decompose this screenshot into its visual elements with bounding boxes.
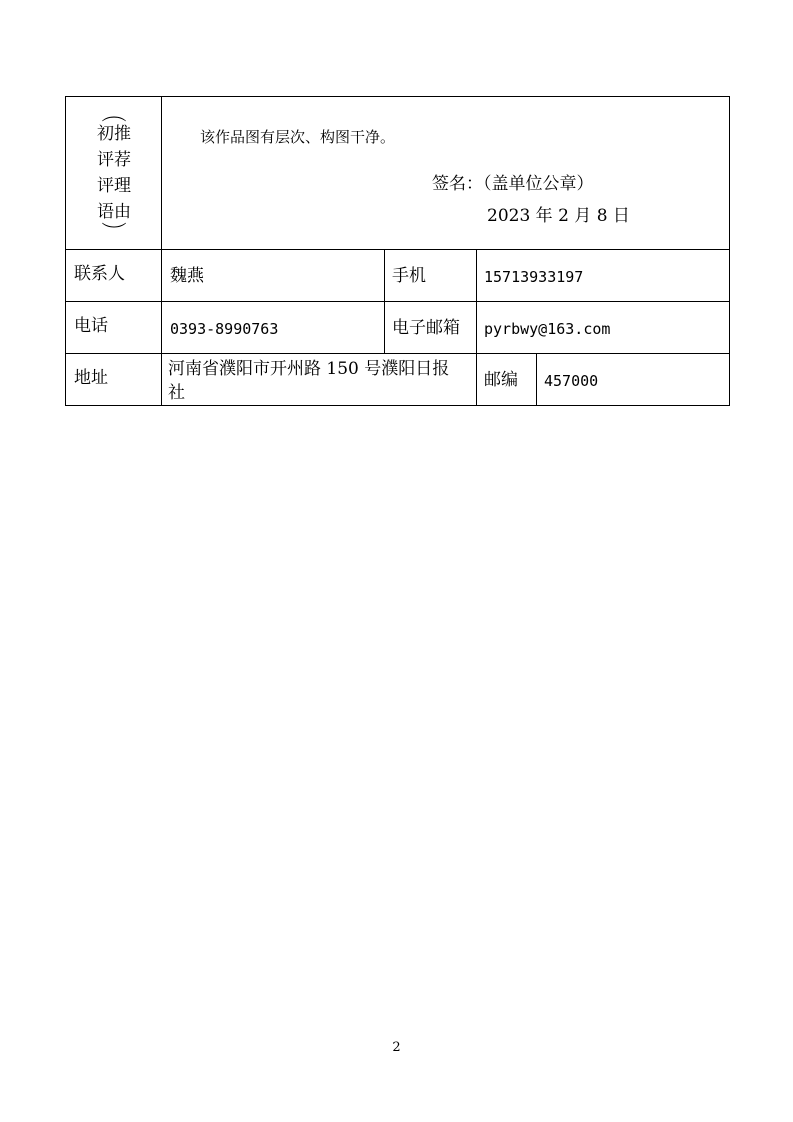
- recommendation-form-table: [65, 96, 730, 406]
- row-divider-3: [66, 353, 729, 354]
- label-line-2: 评荐: [97, 150, 131, 170]
- postcode-value: 457000: [544, 372, 599, 390]
- mobile-value: 15713933197: [484, 268, 584, 286]
- address-value-line1: 河南省濮阳市开州路 150 号濮阳日报: [168, 359, 450, 379]
- col-divider-postcode: [536, 353, 537, 405]
- row-divider-2: [66, 301, 729, 302]
- label-line-4: 语由: [97, 202, 131, 222]
- signature-date: 2023 年 2 月 8 日: [487, 206, 630, 226]
- email-label: 电子邮箱: [392, 318, 460, 338]
- row-divider-1: [66, 249, 729, 250]
- paren-open: ︵: [101, 105, 127, 124]
- mobile-label: 手机: [392, 266, 426, 286]
- email-value: pyrbwy@163.com: [484, 320, 611, 338]
- label-line-3: 评理: [97, 176, 131, 196]
- phone-value: 0393-8990763: [170, 320, 279, 338]
- address-value-line2: 社: [168, 383, 185, 403]
- contact-person-label: 联系人: [74, 264, 125, 284]
- recommendation-reason-label: [66, 97, 162, 249]
- contact-person-value: 魏燕: [170, 266, 204, 286]
- address-label: 地址: [74, 368, 108, 388]
- postcode-label: 邮编: [484, 370, 518, 390]
- col-divider-mid-2: [476, 249, 477, 405]
- phone-label: 电话: [74, 316, 108, 336]
- recommendation-reason-text: 该作品图有层次、构图干净。: [200, 128, 396, 146]
- paren-close: ︶: [101, 221, 127, 240]
- label-line-1: 初推: [97, 124, 131, 144]
- page-number: 2: [392, 1040, 401, 1055]
- col-divider-mid-1: [384, 249, 385, 353]
- signature-line: 签名：（盖单位公章）: [432, 174, 594, 194]
